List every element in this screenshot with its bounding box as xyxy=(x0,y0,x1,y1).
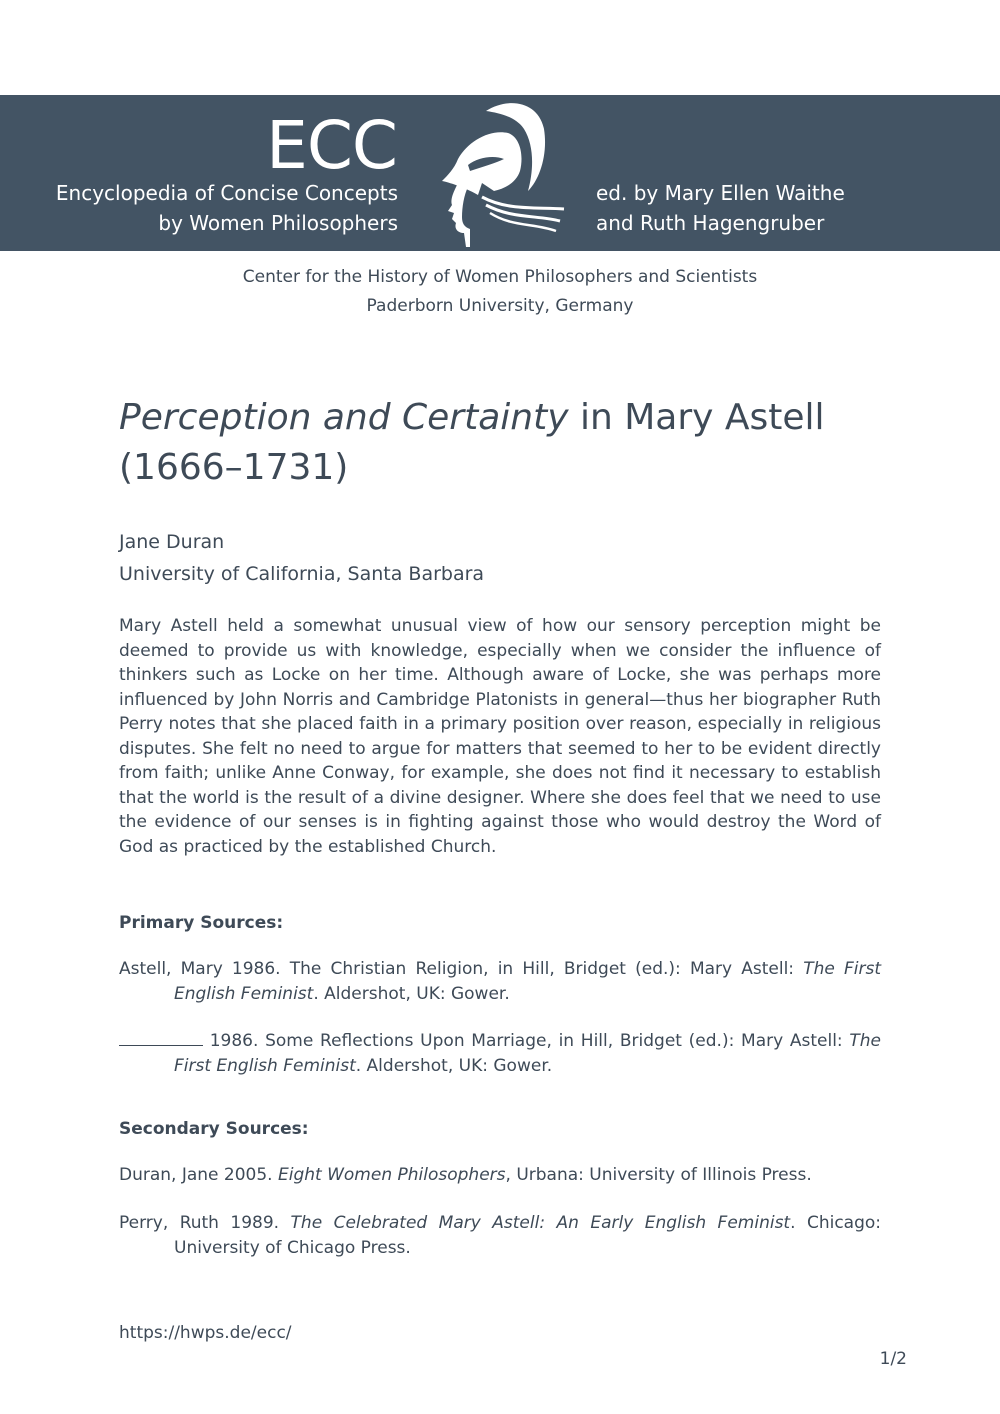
primary-ref-2: 1986. Some Reflections Upon Marriage, in Hill, Bridget (ed.): Mary Astell: The First English Feminist. Aldershot, UK: Gower. xyxy=(119,1029,881,1078)
abstract-paragraph: Mary Astell held a somewhat unusual view of how our sensory perception might be deemed to provide us with knowledge, especially when we consider the influence of thinkers such as Locke on her time. Although aware of Locke, she was perhaps more influenced by John Norris and Cambridge Platonists in general—thus her biographer Ruth Perry notes that she placed faith in a primary position over reason, especially in religious disputes. She felt no need to argue for matters that seemed to her to be evident directly from faith; unlike Anne Conway, for example, she does not find it necessary to establish that the world is the result of a divine designer. Where she does feel that we need to use the evidence of our senses is in fighting against those who would destroy the Word of God as practiced by the established Church. xyxy=(119,616,881,857)
header-banner xyxy=(0,95,1000,251)
editors-line1: ed. by Mary Ellen Waithe xyxy=(596,181,845,205)
ditto-dash xyxy=(119,1031,203,1046)
article-title-dates: (1666–1731) xyxy=(119,447,349,488)
secondary-ref-1: Duran, Jane 2005. Eight Women Philosophers, Urbana: University of Illinois Press. xyxy=(119,1165,812,1185)
footer-url-link[interactable]: https://hwps.de/ecc/ xyxy=(119,1323,292,1343)
article-title-rest: in Mary Astell xyxy=(568,397,825,438)
institution-line1: Center for the History of Women Philosophers and Scientists xyxy=(242,267,758,287)
ecc-acronym: ECC xyxy=(266,107,397,184)
author-affiliation: University of California, Santa Barbara xyxy=(119,563,485,585)
series-title-line2: by Women Philosophers xyxy=(158,211,398,235)
page-number: 1/2 xyxy=(879,1349,907,1369)
primary-sources-heading: Primary Sources: xyxy=(119,913,284,933)
secondary-sources-heading: Secondary Sources: xyxy=(119,1119,309,1139)
primary-ref-1: Astell, Mary 1986. The Christian Religion, in Hill, Bridget (ed.): Mary Astell: The First English Feminist. Aldershot, UK: Gower. xyxy=(119,959,881,1004)
editors-line2: and Ruth Hagengruber xyxy=(596,211,825,235)
secondary-ref-2: Perry, Ruth 1989. The Celebrated Mary Astell: An Early English Feminist. Chicago: University of Chicago Press. xyxy=(119,1213,882,1258)
athena-helmet-logo-icon xyxy=(438,99,570,249)
series-title-line1: Encyclopedia of Concise Concepts xyxy=(55,181,398,205)
article-title-italic: Perception and Certainty xyxy=(119,397,569,438)
institution-line2: Paderborn University, Germany xyxy=(366,296,634,316)
article-title xyxy=(119,393,879,493)
author-name: Jane Duran xyxy=(119,531,225,553)
